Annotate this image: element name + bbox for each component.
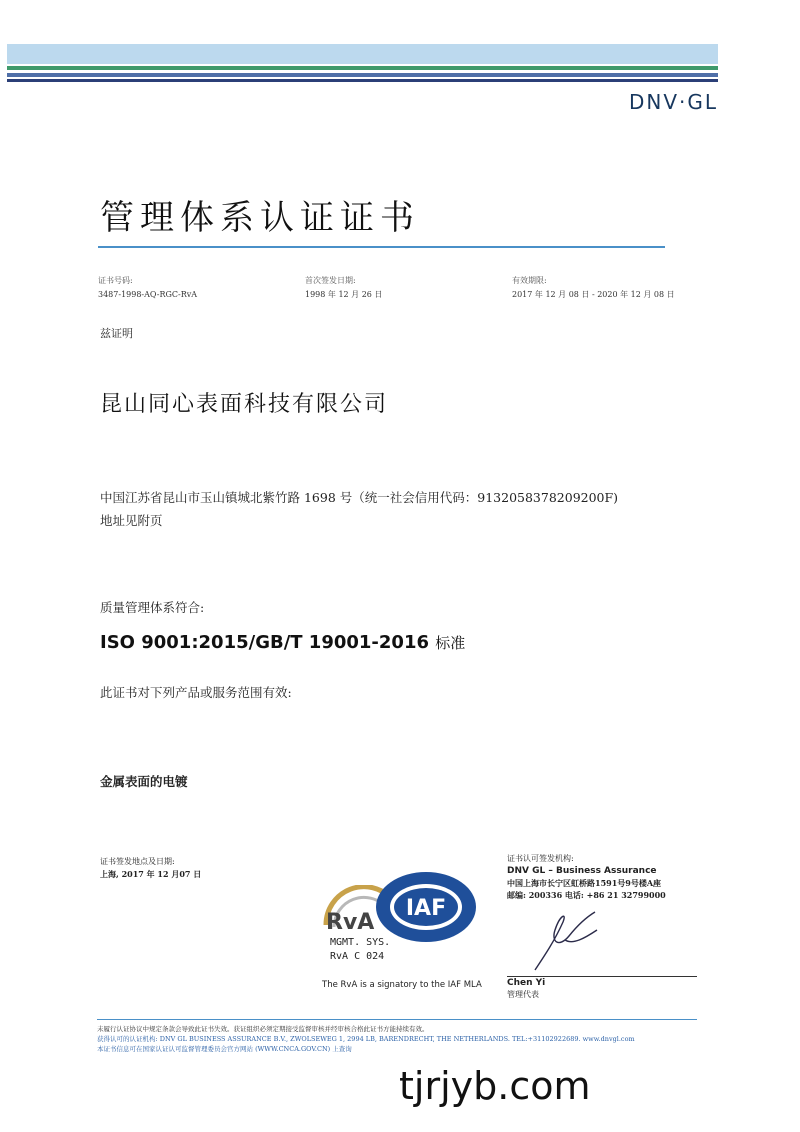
svg-text:RvA: RvA	[326, 910, 375, 935]
issuer-label: 证书认可签发机构:	[507, 854, 574, 863]
dnvgl-logo: DNV·GL	[628, 90, 718, 114]
footer-line1: 未履行认证协议中规定条款会导致此证书失效。获证组织必须定期接受监督审核并经审核合格此证书方能持续有效。	[97, 1025, 429, 1033]
conformity-text: 质量管理体系符合:	[100, 600, 205, 615]
signature-line	[507, 976, 697, 977]
validity-block	[512, 274, 675, 302]
first-issue-label: 首次签发日期:	[305, 276, 356, 285]
footer-line2: 获得认可的认证机构: DNV GL BUSINESS ASSURANCE B.V., ZWOLSEWEG 1, 2994 LB, BARENDRECHT, THE NETHERLANDS. TEL:+31102922689. www.dnvgl.com	[97, 1035, 635, 1043]
header-band-light	[7, 44, 718, 64]
signer-name: Chen Yi	[507, 978, 546, 988]
header-band-navy	[7, 79, 718, 82]
header-band-green	[7, 66, 718, 70]
cert-number: 3487-1998-AQ-RGC-RvA	[98, 290, 198, 299]
iaf-text: IAF	[405, 896, 447, 921]
issuer-address: 中国上海市长宁区虹桥路1591号9号楼A座	[507, 878, 662, 888]
issuer-block	[507, 853, 666, 901]
rva-note: The RvA is a signatory to the IAF MLA	[322, 980, 482, 990]
issue-place-label: 证书签发地点及日期:	[100, 857, 175, 866]
title-rule	[98, 246, 665, 248]
issue-place-block	[100, 855, 201, 881]
first-issue-block	[305, 274, 382, 302]
footer-rule	[97, 1019, 697, 1020]
header-band-blue	[7, 73, 718, 77]
scope-text: 金属表面的电镀	[100, 774, 188, 789]
scope-intro: 此证书对下列产品或服务范围有效:	[100, 685, 292, 700]
signer-block	[507, 978, 545, 1000]
signature-icon	[525, 900, 615, 975]
rva-line2: RvA C 024	[330, 951, 385, 962]
validity-dates: 2017 年 12 月 08 日 - 2020 年 12 月 08 日	[512, 290, 675, 299]
footer	[97, 1024, 635, 1054]
issue-place: 上海, 2017 年 12 月07 日	[100, 869, 202, 879]
standard-name: ISO 9001:2015/GB/T 19001-2016	[100, 632, 430, 653]
cert-number-label: 证书号码:	[98, 276, 133, 285]
cert-number-block	[98, 274, 197, 302]
watermark-text: tjrjyb.com	[399, 1064, 591, 1108]
iaf-logo-icon	[374, 870, 478, 944]
standard-line	[100, 632, 465, 653]
issuer-org: DNV GL – Business Assurance	[507, 866, 657, 876]
first-issue-date: 1998 年 12 月 26 日	[305, 290, 383, 299]
certificate-title: 管理体系认证证书	[100, 198, 420, 238]
company-address: 中国江苏省昆山市玉山镇城北紫竹路 1698 号（统一社会信用代码：9132058378209200F)	[100, 490, 619, 505]
rva-line1: MGMT. SYS.	[330, 937, 391, 948]
address-note: 地址见附页	[100, 513, 163, 528]
signer-title: 管理代表	[507, 990, 539, 999]
issuer-contact: 邮编: 200336 电话: +86 21 32799000	[507, 890, 666, 900]
certify-text: 兹证明	[100, 327, 133, 340]
validity-label: 有效期限:	[512, 276, 547, 285]
company-name: 昆山同心表面科技有限公司	[100, 392, 389, 417]
footer-line3: 本证书信息可在国家认证认可监督管理委员会官方网站 (WWW.CNCA.GOV.CN) 上查询	[97, 1045, 352, 1053]
standard-suffix: 标准	[435, 634, 466, 652]
